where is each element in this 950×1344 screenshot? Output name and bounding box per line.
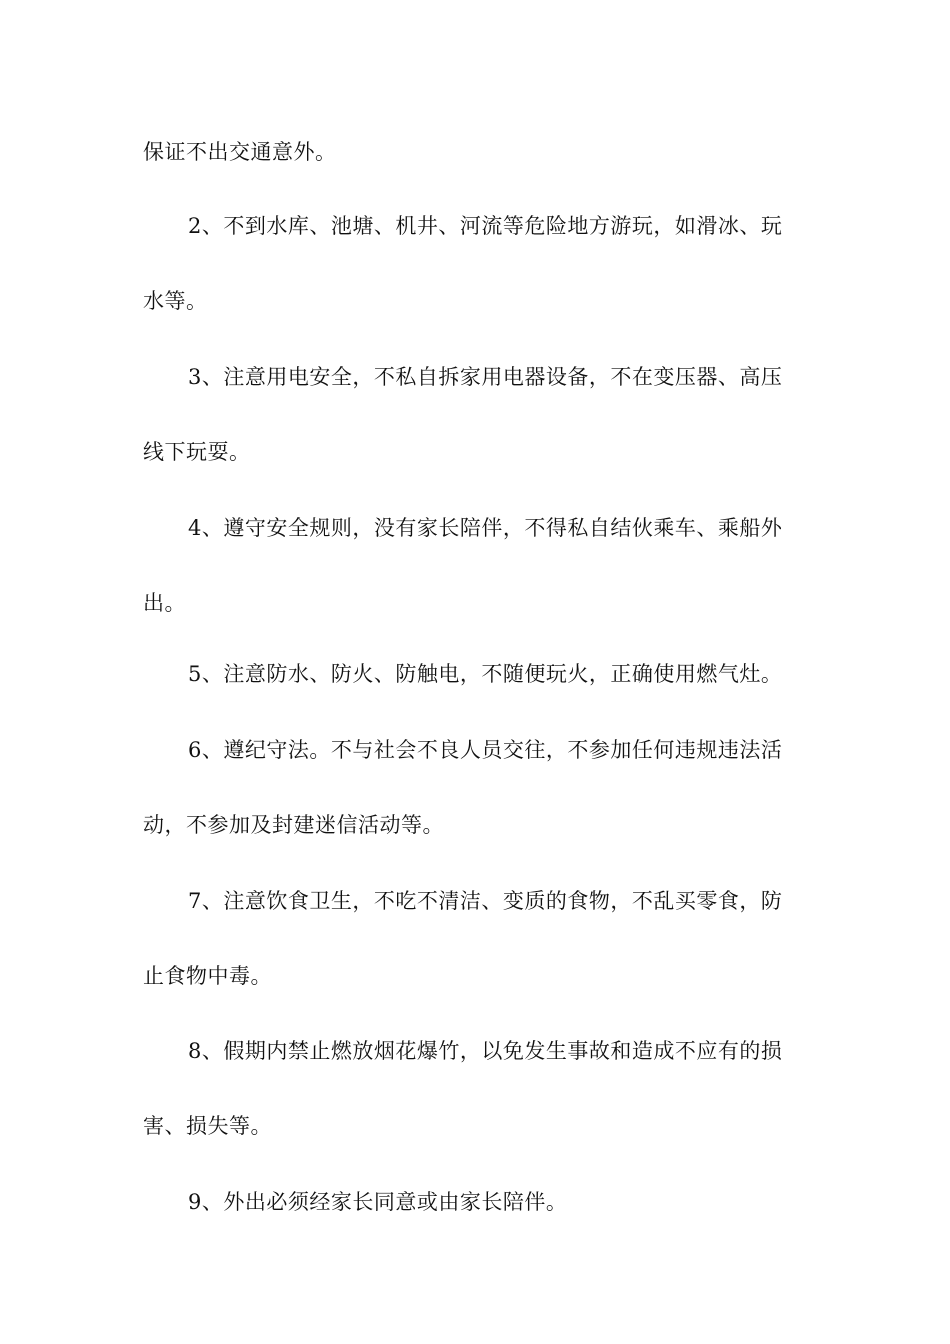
- list-item-7-line-2: 止食物中毒。: [143, 964, 272, 988]
- list-item-8-line-1: 8、假期内禁止燃放烟花爆竹，以免发生事故和造成不应有的损: [188, 1039, 783, 1063]
- list-item-5-line-1: 5、注意防水、防火、防触电，不随便玩火，正确使用燃气灶。: [188, 662, 783, 686]
- list-item-3-line-2: 线下玩耍。: [143, 440, 251, 464]
- list-item-6-line-2: 动，不参加及封建迷信活动等。: [143, 813, 444, 837]
- list-item-4-line-2: 出。: [143, 591, 186, 615]
- list-item-3-line-1: 3、注意用电安全，不私自拆家用电器设备，不在变压器、高压: [188, 365, 783, 389]
- list-item-2-line-2: 水等。: [143, 289, 208, 313]
- list-item-4-line-1: 4、遵守安全规则，没有家长陪伴，不得私自结伙乘车、乘船外: [188, 516, 783, 540]
- list-item-6-line-1: 6、遵纪守法。不与社会不良人员交往，不参加任何违规违法活: [188, 738, 783, 762]
- list-item-7-line-1: 7、注意饮食卫生，不吃不清洁、变质的食物，不乱买零食，防: [188, 889, 783, 913]
- text-line-continuation: 保证不出交通意外。: [143, 140, 337, 164]
- list-item-2-line-1: 2、不到水库、池塘、机井、河流等危险地方游玩，如滑冰、玩: [188, 214, 783, 238]
- list-item-9-line-1: 9、外出必须经家长同意或由家长陪伴。: [188, 1190, 568, 1214]
- list-item-8-line-2: 害、损失等。: [143, 1114, 272, 1138]
